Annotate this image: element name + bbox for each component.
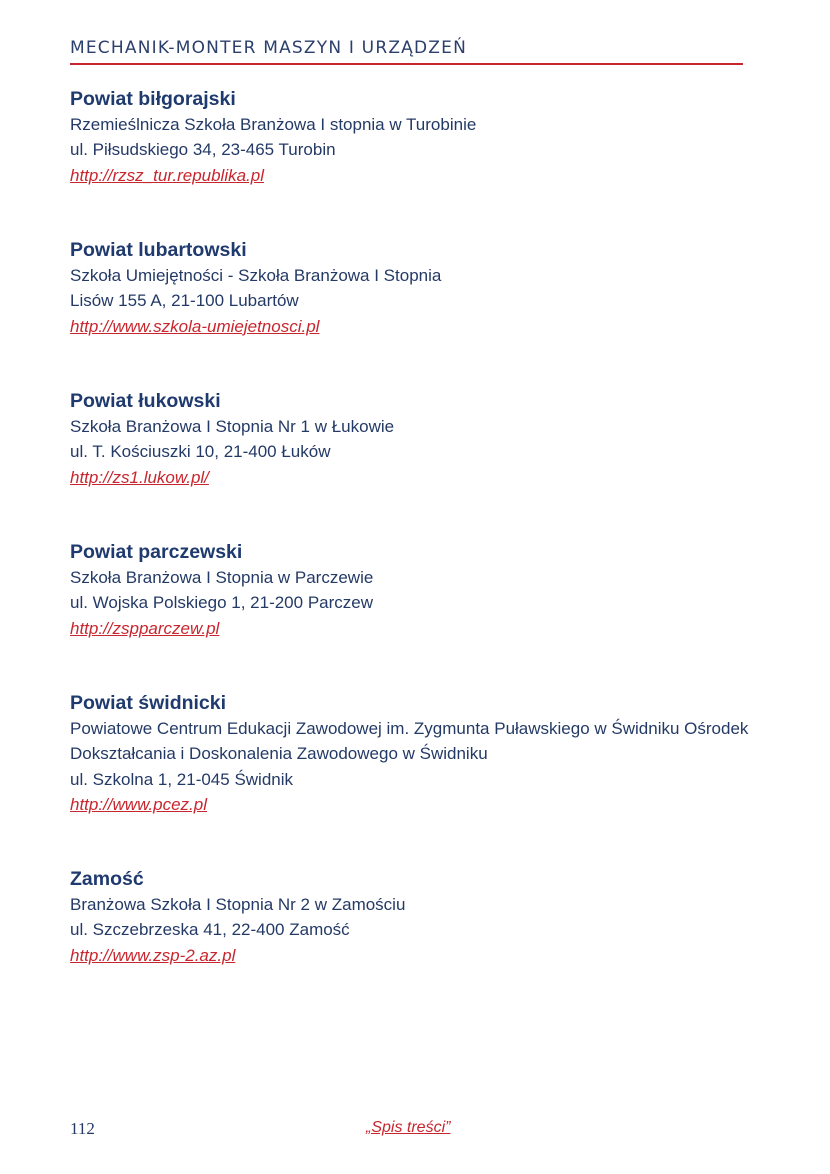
school-website-link[interactable]: http://www.pcez.pl	[70, 794, 208, 814]
school-address: Lisów 155 A, 21-100 Lubartów	[70, 291, 299, 311]
section-title: Zamość	[70, 868, 144, 890]
school-address: ul. Szkolna 1, 21-045 Świdnik	[70, 769, 294, 789]
section-parczewski	[70, 539, 750, 690]
school-website-link[interactable]: http://zs1.lukow.pl/	[70, 467, 209, 487]
header-divider	[70, 63, 743, 65]
running-header: MECHANIK-MONTER MASZYN I URZĄDZEŃ	[70, 38, 468, 58]
section-lubartowski	[70, 237, 750, 388]
school-name: Szkoła Umiejętności - Szkoła Branżowa I Stopnia	[70, 266, 442, 285]
section-title: Powiat łukowski	[70, 390, 221, 412]
section-title: Powiat parczewski	[70, 541, 243, 563]
page-number: 112	[70, 1119, 95, 1138]
school-address: ul. Piłsudskiego 34, 23-465 Turobin	[70, 140, 336, 160]
section-zamosc	[70, 866, 750, 1017]
table-of-contents-link[interactable]: „Spis treści”	[366, 1119, 451, 1136]
school-name: Szkoła Branżowa I Stopnia w Parczewie	[70, 568, 374, 587]
school-name: Rzemieślnicza Szkoła Branżowa I stopnia w Turobinie	[70, 115, 477, 134]
school-website-link[interactable]: http://rzsz_tur.republika.pl	[70, 165, 265, 185]
school-website-link[interactable]: http://www.zsp-2.az.pl	[70, 945, 236, 965]
school-address: ul. Wojska Polskiego 1, 21-200 Parczew	[70, 593, 374, 613]
school-list	[70, 86, 750, 1017]
school-name: Powiatowe Centrum Edukacji Zawodowej im. Zygmunta Puławskiego w Świdniku Ośrodek	[70, 719, 749, 738]
section-bilgorajski	[70, 86, 750, 237]
school-website-link[interactable]: http://zspparczew.pl	[70, 618, 220, 638]
school-name-continued: Dokształcania i Doskonalenia Zawodowego w Świdniku	[70, 744, 488, 764]
section-title: Powiat świdnicki	[70, 692, 227, 714]
section-title: Powiat biłgorajski	[70, 88, 236, 110]
school-name: Szkoła Branżowa I Stopnia Nr 1 w Łukowie	[70, 417, 395, 436]
section-title: Powiat lubartowski	[70, 239, 247, 261]
school-address: ul. T. Kościuszki 10, 21-400 Łuków	[70, 442, 331, 462]
section-swidnicki	[70, 690, 750, 866]
school-name: Branżowa Szkoła I Stopnia Nr 2 w Zamościu	[70, 895, 406, 914]
section-lukowski	[70, 388, 750, 539]
school-address: ul. Szczebrzeska 41, 22-400 Zamość	[70, 920, 350, 940]
school-website-link[interactable]: http://www.szkola-umiejetnosci.pl	[70, 316, 320, 336]
